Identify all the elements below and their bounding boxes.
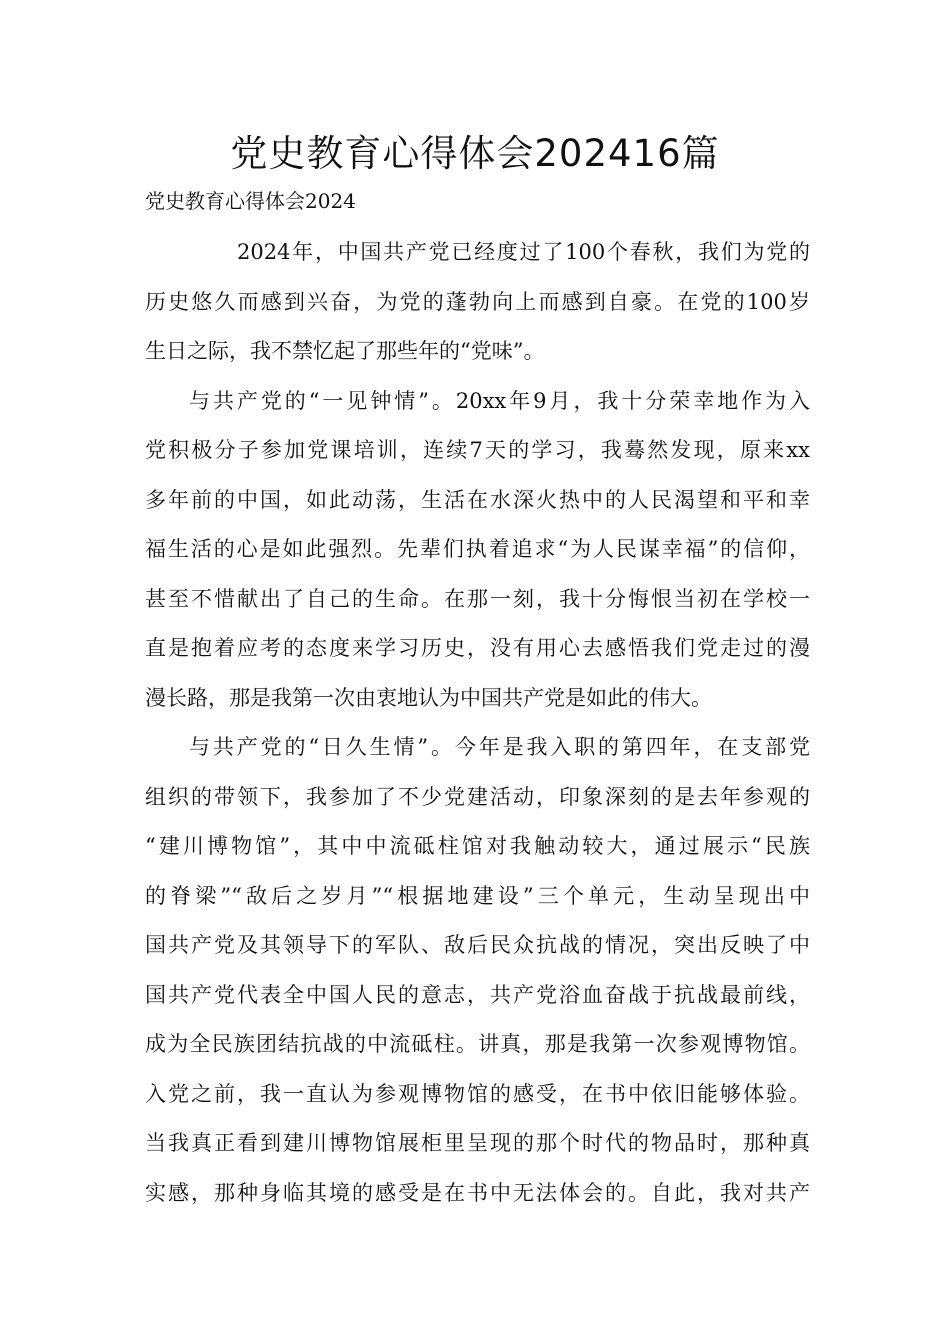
body-line: 历史悠久而感到兴奋，为党的蓬勃向上而感到自豪。在党的100岁: [145, 289, 810, 314]
body-line: 福生活的心是如此强烈。先辈们执着追求“为人民谋幸福”的信仰，: [145, 537, 810, 561]
body-line: 与共产党的“一见钟情”。20xx年9月，我十分荣幸地作为入: [189, 388, 810, 413]
document-body: [145, 232, 810, 1222]
document-subtitle: 党史教育心得体会2024: [145, 189, 356, 213]
body-line: 组织的带领下，我参加了不少党建活动，印象深刻的是去年参观的: [145, 784, 810, 809]
body-line: 国共产党及其领导下的军队、敌后民众抗战的情况，突出反映了中: [145, 933, 810, 957]
body-line: 国共产党代表全中国人民的意志，共产党浴血奋战于抗战最前线，: [145, 982, 810, 1007]
document-title: 党史教育心得体会202416篇: [230, 132, 720, 175]
body-line: “建川博物馆”，其中中流砥柱馆对我触动较大，通过展示“民族: [145, 834, 810, 858]
body-line: 的脊梁”“敌后之岁月”“根据地建设”三个单元，生动呈现出中: [145, 883, 810, 908]
body-line: 成为全民族团结抗战的中流砥柱。讲真，那是我第一次参观博物馆。: [145, 1032, 810, 1056]
body-line: 入党之前，我一直认为参观博物馆的感受，在书中依旧能够体验。: [145, 1081, 810, 1106]
body-line: 甚至不惜献出了自己的生命。在那一刻，我十分悔恨当初在学校一: [145, 586, 810, 611]
body-line: 实感，那种身临其境的感受是在书中无法体会的。自此，我对共产: [145, 1180, 810, 1205]
body-line: 与共产党的“日久生情”。今年是我入职的第四年，在支部党: [189, 735, 810, 759]
body-line: 直是抱着应考的态度来学习历史，没有用心去感悟我们党走过的漫: [145, 636, 810, 660]
body-line: 多年前的中国，如此动荡，生活在水深火热中的人民渴望和平和幸: [145, 487, 810, 512]
body-line: 2024年，中国共产党已经度过了100个春秋，我们为党的: [237, 240, 810, 264]
body-line: 漫长路，那是我第一次由衷地认为中国共产党是如此的伟大。: [145, 685, 712, 710]
body-line: 当我真正看到建川博物馆展柜里呈现的那个时代的物品时，那种真: [145, 1131, 810, 1155]
body-line: 生日之际，我不禁忆起了那些年的“党味”。: [145, 339, 545, 363]
body-line: 党积极分子参加党课培训，连续7天的学习，我蓦然发现，原来xx: [145, 438, 810, 462]
